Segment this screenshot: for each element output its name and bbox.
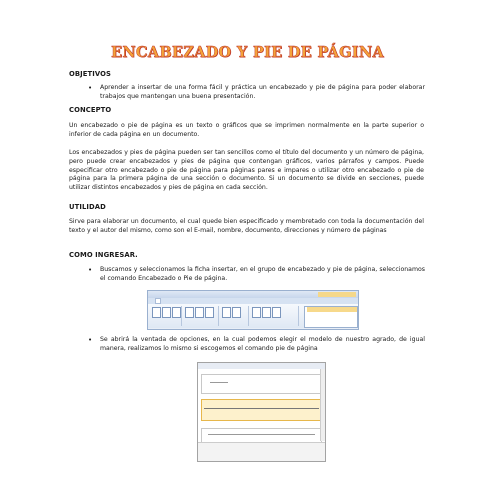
header-dropdown-screenshot-image (197, 362, 326, 462)
header-template-highlighted (201, 399, 322, 421)
heading-objetivos: OBJETIVOS (69, 70, 112, 78)
picture-icon (162, 307, 171, 318)
objetivos-bullet-text: Aprender a insertar de una forma fácil y práctica un encabezado y pie de página para poder elaborar trabajos que mantengan una buena presentación. (100, 84, 425, 100)
dropdown-footer-options (198, 442, 326, 461)
document-title: ENCABEZADO Y PIE DE PÁGINA (111, 44, 384, 61)
clipart-icon (172, 307, 181, 318)
page-number-icon (272, 307, 281, 318)
header-menu (304, 306, 358, 328)
concepto-paragraph-2: Los encabezados y pies de página pueden ser tan sencillos como el título del documento y un número de página, pero puede crear encabezados y pies de página que contengan gráficos, varios párrafos y campos. Puede especificar otro encabezado o pie de página para páginas pares e impares o utilizar otro encabezado o pie de página para la primera página de una sección o documento. Si un documento se divide en secciones, puede utilizar distintos encabezados y pies de página en cada sección. (69, 149, 424, 192)
bookmark-icon (232, 307, 241, 318)
header-template-blank (201, 374, 322, 394)
bullet-glyph: • (88, 336, 93, 344)
ribbon-screenshot-image (147, 290, 359, 330)
heading-como-ingresar: COMO INGRESAR. (69, 251, 138, 259)
smartart-icon (195, 307, 204, 318)
ribbon-title-bar (148, 291, 358, 298)
header-icon (252, 307, 261, 318)
chart-icon (205, 307, 214, 318)
dropdown-scrollbar (320, 369, 325, 441)
bullet-glyph: • (88, 266, 93, 274)
utilidad-paragraph: Sirve para elaborar un documento, el cual quede bien especificado y membretado con toda la documentación del texto y el autor del mismo, como son el E-mail, nombre, documento, direcciones y número de páginas (69, 218, 424, 234)
shapes-icon (185, 307, 194, 318)
como-bullet-2: Se abrirá la ventada de opciones, en la cual podemos elegir el modelo de nuestro agrado, de igual manera, realizamos lo mismo si escogemos el comando pie de página (100, 336, 425, 352)
link-icon (222, 307, 231, 318)
ribbon-body (148, 304, 358, 328)
heading-concepto: CONCEPTO (69, 106, 112, 114)
table-icon (152, 307, 161, 318)
bullet-glyph: • (88, 84, 93, 92)
como-bullet-1: Buscamos y seleccionamos la ficha insertar, en el grupo de encabezado y pie de página, seleccionamos el comando Encabezado o Pie de página. (100, 266, 425, 282)
concepto-paragraph-1: Un encabezado o pie de página es un texto o gráficos que se imprimen normalmente en la parte superior o inferior de cada página en un documento. (69, 122, 424, 138)
footer-icon (262, 307, 271, 318)
heading-utilidad: UTILIDAD (69, 203, 106, 211)
